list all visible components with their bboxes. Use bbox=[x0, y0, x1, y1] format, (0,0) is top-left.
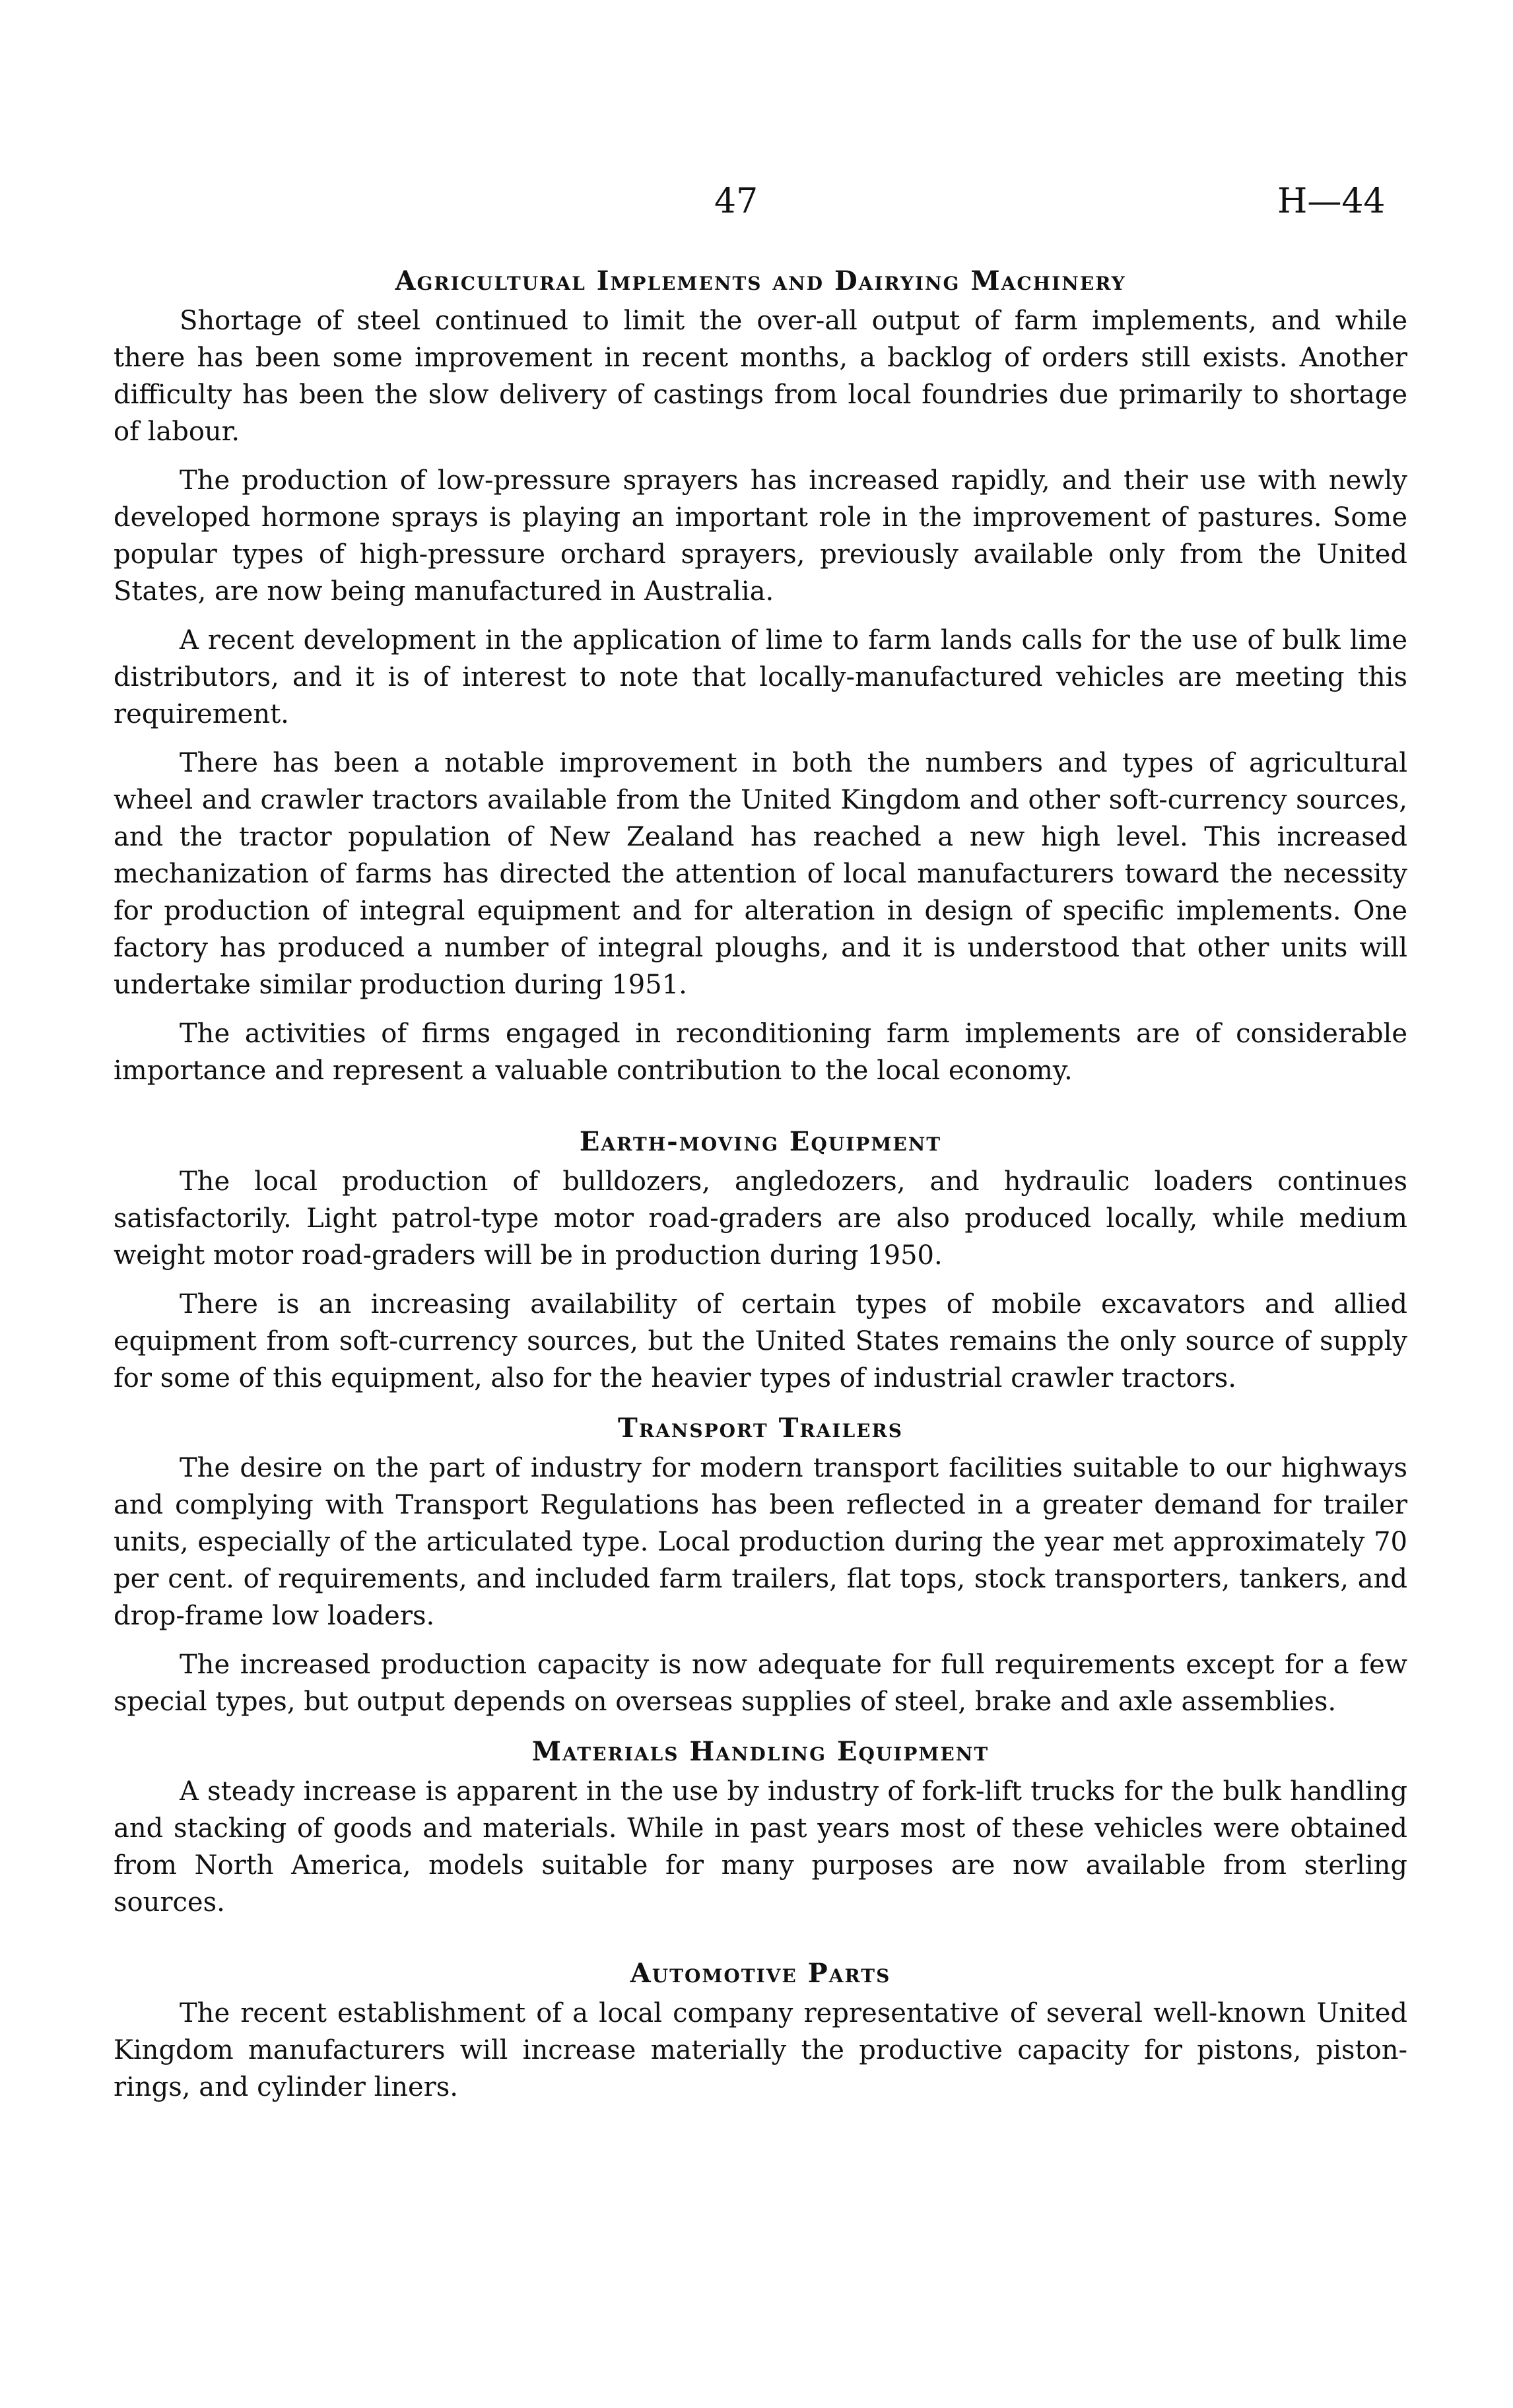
section-materials-handling-equipment bbox=[114, 1735, 1407, 1921]
paragraph: The activities of firms engaged in reconditioning farm implements are of considerable importance and represent a valuable contribution to the local economy. bbox=[114, 1019, 1407, 1086]
paragraph: There has been a notable improvement in both the numbers and types of agricultural wheel and crawler tractors available from the United Kingdom and other soft-currency sources, and the tractor population of New Zealand has reached a new high level. This increased mechanization of farms has directed the attention of local manufacturers toward the necessity for production of integral equipment and for alteration in design of specific implements. One factory has produced a number of integral ploughs, and it is understood that other units will undertake similar production during 1951. bbox=[114, 748, 1407, 1000]
section-automotive-parts bbox=[114, 1956, 1407, 2106]
page-number: 47 bbox=[714, 182, 758, 221]
paragraph: A steady increase is apparent in the use by industry of fork-lift trucks for the bulk handling and stacking of goods and materials. While in past years most of these vehicles were obtained from North America, models suitable for many purposes are now available from sterling sources. bbox=[114, 1776, 1407, 1918]
paragraph: Shortage of steel continued to limit the over-all output of farm implements, and while there has been some improvement in recent months, a backlog of orders still exists. Another difficulty has been the slow delivery of castings from local foundries due primarily to shortage of labour. bbox=[114, 306, 1407, 447]
paragraph: The recent establishment of a local company representative of several well-known United Kingdom manufacturers will increase materially the productive capacity for pistons, piston-rings, and cylinder liners. bbox=[114, 1998, 1407, 2102]
section-transport-trailers bbox=[114, 1411, 1407, 1720]
paragraph: The desire on the part of industry for modern transport facilities suitable to our highways and complying with Transport Regulations has been reflected in a greater demand for trailer units, especially of the articulated type. Local production during the year met approximately 70 per cent. of requirements, and included farm trailers, flat tops, stock transporters, tankers, and drop-frame low loaders. bbox=[114, 1453, 1407, 1631]
section-heading: Materials Handling Equipment bbox=[531, 1736, 990, 1767]
section-heading: Agricultural Implements and Dairying Machinery bbox=[395, 265, 1126, 296]
page-body bbox=[114, 264, 1407, 2118]
paragraph: A recent development in the application of lime to farm lands calls for the use of bulk lime distributors, and it is of interest to note that locally-manufactured vehicles are meeting this requirement. bbox=[114, 625, 1407, 729]
paragraph: The increased production capacity is now adequate for full requirements except for a few special types, but output depends on overseas supplies of steel, brake and axle assemblies. bbox=[114, 1650, 1407, 1717]
paragraph: The local production of bulldozers, angledozers, and hydraulic loaders continues satisfactorily. Light patrol-type motor road-graders are also produced locally, while medium weight motor road-graders will be in production during 1950. bbox=[114, 1166, 1407, 1271]
section-agricultural-implements bbox=[114, 264, 1407, 1089]
section-earth-moving-equipment bbox=[114, 1125, 1407, 1397]
paragraph: There is an increasing availability of certain types of mobile excavators and allied equipment from soft-currency sources, but the United States remains the only source of supply for some of this equipment, also for the heavier types of industrial crawler tractors. bbox=[114, 1289, 1407, 1393]
section-heading: Transport Trailers bbox=[618, 1413, 903, 1444]
page-header bbox=[0, 178, 1513, 224]
section-heading: Automotive Parts bbox=[630, 1958, 891, 1989]
document-reference: H—44 bbox=[1277, 182, 1386, 221]
section-heading: Earth-moving Equipment bbox=[579, 1126, 942, 1157]
paragraph: The production of low-pressure sprayers has increased rapidly, and their use with newly developed hormone sprays is playing an important role in the improvement of pastures. Some popular types of high-pressure orchard sprayers, previously available only from the United States, are now being manufactured in Australia. bbox=[114, 465, 1407, 607]
